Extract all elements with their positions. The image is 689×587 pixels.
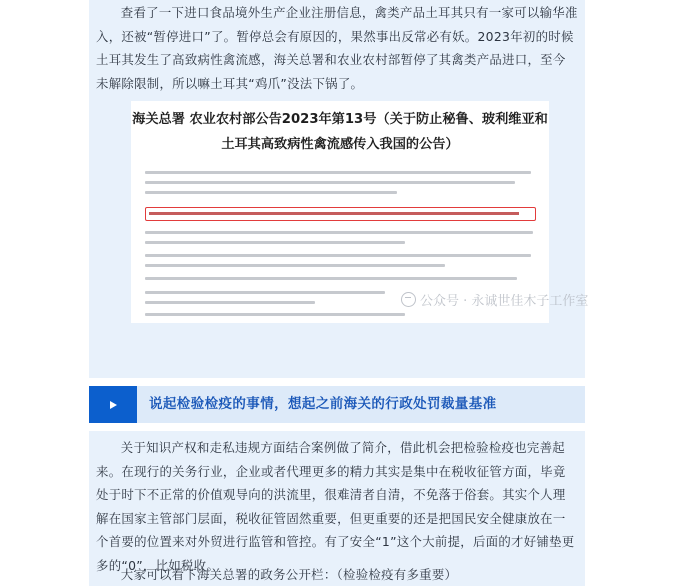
doc-text-line bbox=[145, 171, 531, 174]
announcement-title: 海关总署 农业农村部公告2023年第13号（关于防止秘鲁、玻利维亚和土耳其高致病性禽流感传入我国的公告） bbox=[132, 112, 548, 152]
paragraph-link-intro: 大家可以看下海关总署的政务公开栏：（检验检疫有多重要） bbox=[120, 567, 458, 582]
watermark-text: 公众号 · 永诚世佳木子工作室 bbox=[420, 294, 589, 309]
wechat-icon bbox=[401, 292, 416, 307]
section-title: 说起检验检疫的事情，想起之前海关的行政处罚裁量基准 bbox=[149, 396, 497, 412]
doc-text-line bbox=[145, 277, 517, 280]
doc-text-line bbox=[145, 301, 315, 304]
doc-text-line bbox=[145, 254, 531, 257]
doc-text-line bbox=[145, 231, 533, 234]
play-icon bbox=[110, 401, 117, 409]
paragraph-body: 关于知识产权和走私违规方面结合案例做了简介，借此机会把检验检疫也完善起来。在现行的关务行业，企业或者代理更多的精力其实是集中在税收征管方面，毕竟处于时下不正常的价值观导向的洪流里，很难清者自清，不免落于俗套。其实个人理解在国家主管部门层面，税收征管固然重要，但更重要的还是把国民安全健康放在一个首要的位置来对外贸进行监管和管控。有了安全“1”这个大前提，后面的才好铺垫更多的“0”，比如税收。 bbox=[96, 440, 575, 573]
section-marker bbox=[89, 386, 137, 423]
doc-text-line bbox=[145, 181, 515, 184]
doc-text-line bbox=[145, 291, 385, 294]
highlighted-clause bbox=[149, 212, 519, 215]
doc-text-line bbox=[145, 241, 405, 244]
announcement-image bbox=[131, 101, 589, 323]
doc-text-line bbox=[145, 191, 397, 194]
paragraph-intro: 查看了一下进口食品境外生产企业注册信息，禽类产品土耳其只有一家可以输华准入，还被“暂停进口”了。暂停总会有原因的，果然事出反常必有妖。2023年初的时候土耳其发生了高致病性禽流感，海关总署和农业农村部暂停了其禽类产品进口，至今未解除限制，所以嘛土耳其“鸡爪”没法下锅了。 bbox=[96, 5, 578, 91]
doc-text-line bbox=[145, 313, 405, 316]
doc-text-line bbox=[145, 264, 445, 267]
section-header bbox=[89, 386, 585, 423]
watermark bbox=[401, 290, 588, 309]
